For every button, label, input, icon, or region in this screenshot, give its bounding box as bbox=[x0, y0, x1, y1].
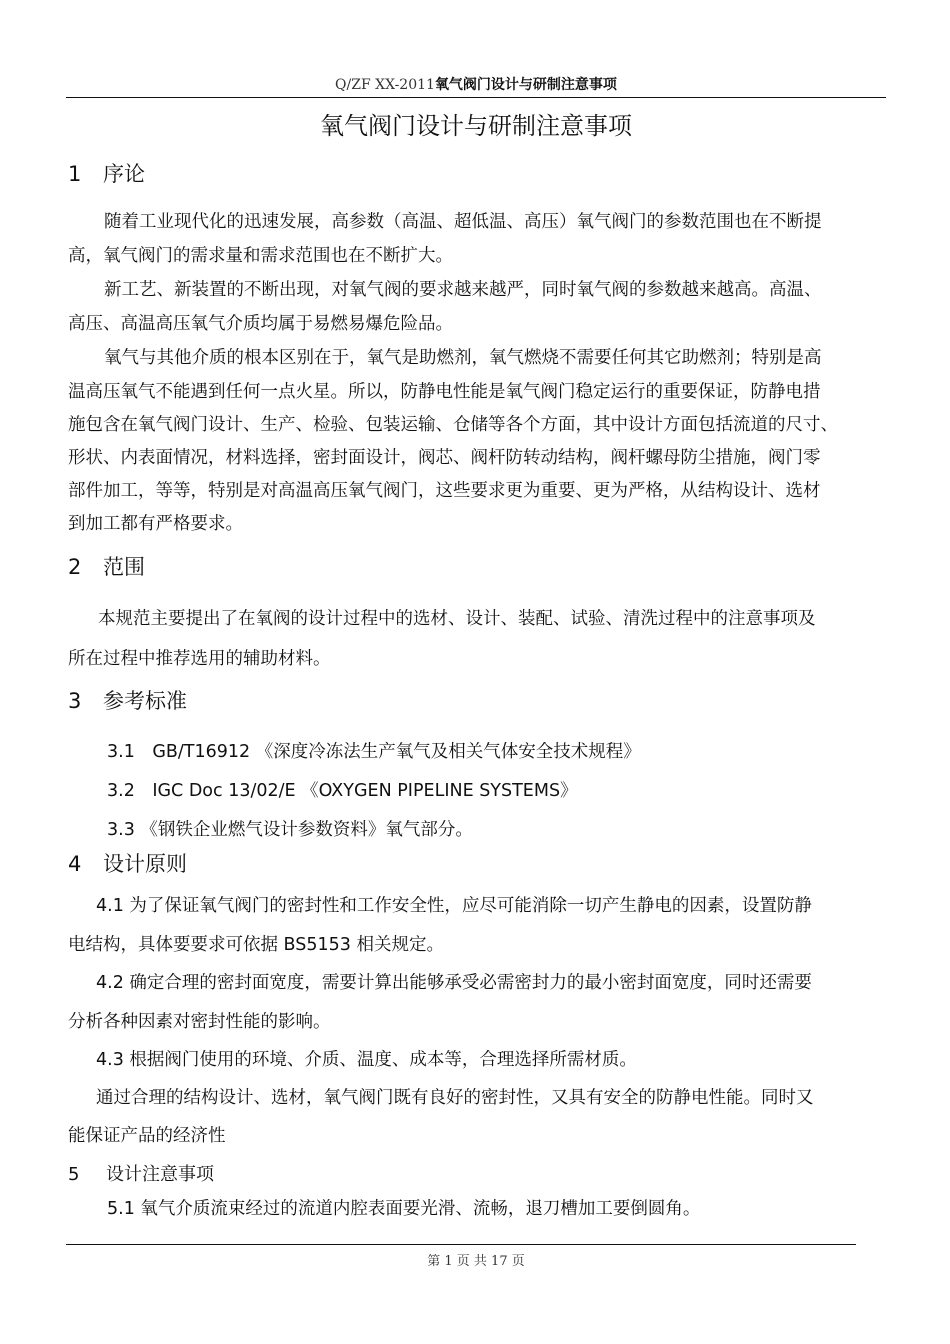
page-number: 第 1 页 共 17 页 bbox=[427, 1254, 525, 1269]
section-number: 2 bbox=[68, 555, 82, 579]
section-2-heading bbox=[68, 551, 145, 581]
reference-item: 3.2 IGC Doc 13/02/E 《OXYGEN PIPELINE SYSTEMS》 bbox=[107, 781, 578, 801]
footer-rule bbox=[66, 1244, 856, 1245]
header-rule bbox=[66, 97, 886, 98]
reference-item: 3.1 GB/T16912 《深度冷冻法生产氧气及相关气体安全技术规程》 bbox=[107, 742, 641, 762]
paragraph-line: 通过合理的结构设计、选材，氧气阀门既有良好的密封性，又具有安全的防静电性能。同时又 bbox=[96, 1088, 814, 1108]
paragraph-line: 4.3 根据阀门使用的环境、介质、温度、成本等，合理选择所需材质。 bbox=[96, 1050, 637, 1070]
section-5-heading bbox=[68, 1160, 214, 1186]
paragraph-line: 本规范主要提出了在氧阀的设计过程中的选材、设计、装配、试验、清洗过程中的注意事项及 bbox=[98, 609, 816, 629]
section-1-heading bbox=[68, 158, 145, 188]
paragraph-line: 高，氧气阀门的需求量和需求范围也在不断扩大。 bbox=[68, 246, 453, 266]
section-number: 4 bbox=[68, 852, 82, 876]
paragraph-line: 新工艺、新装置的不断出现，对氧气阀的要求越来越严，同时氧气阀的参数越来越高。高温、 bbox=[104, 280, 822, 300]
paragraph-line: 所在过程中推荐选用的辅助材料。 bbox=[68, 649, 331, 669]
paragraph-line: 电结构，具体要要求可依据 BS5153 相关规定。 bbox=[68, 935, 444, 955]
running-header bbox=[66, 74, 886, 94]
paragraph-line: 施包含在氧气阀门设计、生产、检验、包装运输、仓储等各个方面，其中设计方面包括流道的尺寸、 bbox=[68, 415, 838, 435]
paragraph-line: 4.1 为了保证氧气阀门的密封性和工作安全性，应尽可能消除一切产生静电的因素，设置防静 bbox=[96, 896, 812, 916]
section-title: 参考标准 bbox=[103, 689, 187, 713]
section-title: 设计注意事项 bbox=[106, 1164, 214, 1185]
standard-code: Q/ZF XX-2011 bbox=[335, 77, 435, 93]
header-doc-name: 氧气阀门设计与研制注意事项 bbox=[434, 77, 617, 93]
section-title: 序论 bbox=[103, 162, 145, 186]
section-4-heading bbox=[68, 848, 187, 878]
paragraph-line: 随着工业现代化的迅速发展，高参数（高温、超低温、高压）氧气阀门的参数范围也在不断提 bbox=[104, 212, 822, 232]
section-title: 设计原则 bbox=[103, 852, 187, 876]
section-3-heading bbox=[68, 685, 187, 715]
paragraph-line: 温高压氧气不能遇到任何一点火星。所以，防静电性能是氧气阀门稳定运行的重要保证，防静电措 bbox=[68, 382, 821, 402]
section-title: 范围 bbox=[103, 555, 145, 579]
paragraph-line: 高压、高温高压氧气介质均属于易燃易爆危险品。 bbox=[68, 314, 453, 334]
section-number: 1 bbox=[68, 162, 82, 186]
paragraph-line: 能保证产品的经济性 bbox=[68, 1126, 226, 1146]
paragraph-line: 氧气与其他介质的根本区别在于，氧气是助燃剂，氧气燃烧不需要任何其它助燃剂；特别是高 bbox=[104, 348, 822, 368]
section-number: 3 bbox=[68, 689, 82, 713]
paragraph-line: 形状、内表面情况，材料选择，密封面设计，阀芯、阀杆防转动结构，阀杆螺母防尘措施，阀门零 bbox=[68, 448, 821, 468]
page-title: 氧气阀门设计与研制注意事项 bbox=[320, 112, 632, 140]
paragraph-line: 部件加工，等等，特别是对高温高压氧气阀门，这些要求更为重要、更为严格，从结构设计、选材 bbox=[68, 481, 821, 501]
section-number: 5 bbox=[68, 1164, 80, 1185]
paragraph-line: 4.2 确定合理的密封面宽度，需要计算出能够承受必需密封力的最小密封面宽度，同时还需要 bbox=[96, 973, 812, 993]
paragraph-line: 分析各种因素对密封性能的影响。 bbox=[68, 1012, 331, 1032]
paragraph-line: 5.1 氧气介质流束经过的流道内腔表面要光滑、流畅，退刀槽加工要倒圆角。 bbox=[107, 1199, 701, 1219]
reference-item: 3.3 《钢铁企业燃气设计参数资料》氧气部分。 bbox=[107, 820, 473, 840]
paragraph-line: 到加工都有严格要求。 bbox=[68, 514, 243, 534]
